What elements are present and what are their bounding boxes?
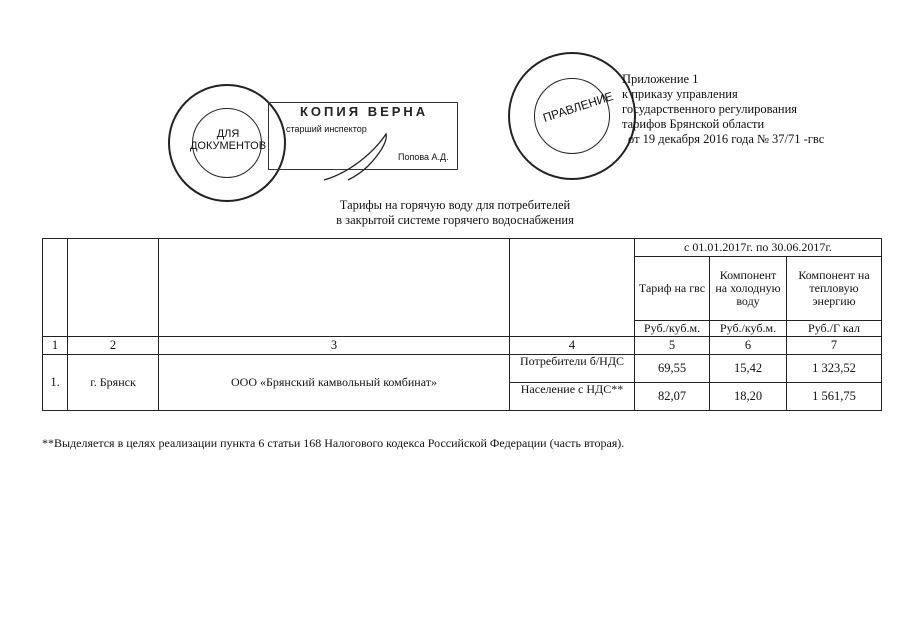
round-seal-right-text: ПРАВЛЕНИЕ (541, 89, 615, 125)
row-city: г. Брянск (68, 355, 159, 411)
signature-scribble (318, 128, 408, 188)
column-number: 3 (159, 337, 510, 355)
column-number: 7 (787, 337, 882, 355)
inspector-title: старший инспектор (286, 124, 367, 134)
header-cell-blank (159, 239, 510, 337)
tariff-table (42, 238, 882, 411)
column-number: 4 (510, 337, 635, 355)
title-line: в закрытой системе горячего водоснабжения (336, 213, 574, 227)
row-organization: ООО «Брянский камвольный комбинат» (159, 355, 510, 411)
row-number: 1. (43, 355, 68, 411)
period-header: с 01.01.2017г. по 30.06.2017г. (635, 239, 882, 257)
copy-certified-label: КОПИЯ ВЕРНА (300, 104, 429, 119)
signer-name: Попова А.Д. (398, 152, 449, 162)
column-number: 2 (68, 337, 159, 355)
appendix-line: от 19 декабря 2016 года № 37/71 -гвс (628, 132, 825, 146)
unit-heat: Руб./Г кал (787, 321, 882, 337)
column-number: 5 (635, 337, 710, 355)
header-heat-component: Компонент на тепловую энергию (787, 257, 882, 321)
consumer-group: Потребители б/НДС (510, 355, 635, 383)
consumer-group: Население с НДС** (510, 383, 635, 411)
cold-value: 15,42 (710, 355, 787, 383)
column-number: 6 (710, 337, 787, 355)
tariff-value: 82,07 (635, 383, 710, 411)
column-number: 1 (43, 337, 68, 355)
round-seal-left-text: ДЛЯ ДОКУМЕНТОВ (189, 128, 267, 152)
document-title (250, 198, 660, 228)
footnote: **Выделяется в целях реализации пункта 6 статьи 168 Налогового кодекса Российской Федерации (часть вторая). (42, 436, 625, 450)
appendix-block (622, 72, 892, 147)
heat-value: 1 323,52 (787, 355, 882, 383)
cold-value: 18,20 (710, 383, 787, 411)
heat-value: 1 561,75 (787, 383, 882, 411)
header-cell-blank (510, 239, 635, 337)
unit-tariff: Руб./куб.м. (635, 321, 710, 337)
unit-cold: Руб./куб.м. (710, 321, 787, 337)
header-cell-blank (43, 239, 68, 337)
tariff-value: 69,55 (635, 355, 710, 383)
header-cell-blank (68, 239, 159, 337)
title-line: Тарифы на горячую воду для потребителей (339, 198, 571, 212)
appendix-line: к приказу управления (622, 87, 738, 101)
header-cold-component: Компонент на холодную воду (710, 257, 787, 321)
appendix-line: тарифов Брянской области (622, 117, 765, 131)
appendix-line: Приложение 1 (622, 72, 699, 86)
appendix-line: государственного регулирования (622, 102, 798, 116)
header-tariff: Тариф на гвс (635, 257, 710, 321)
